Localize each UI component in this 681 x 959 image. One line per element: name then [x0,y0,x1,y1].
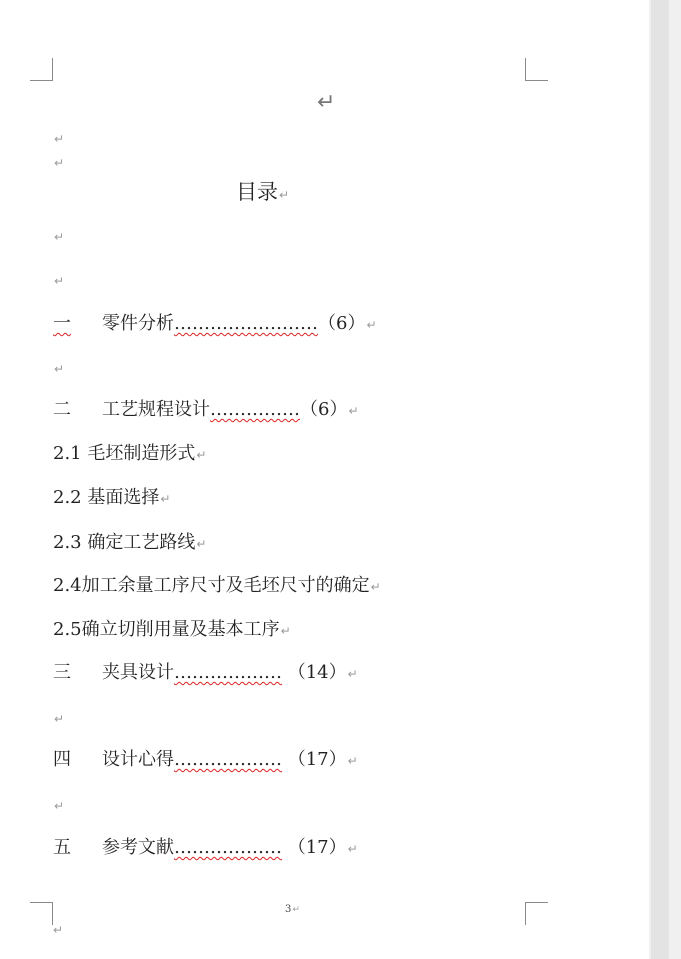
toc-title[interactable]: 目录↵ [236,180,290,204]
toc-entry-text: 零件分析 [102,313,174,334]
toc-page: （17） [282,749,347,770]
toc-page: （14） [282,662,347,683]
empty-paragraph[interactable]: ↵ [54,156,65,170]
toc-entry-text: 工艺规程设计 [102,399,210,420]
toc-dots: ……………… [174,662,282,683]
toc-dots: …………………… [174,313,318,334]
toc-subentry[interactable]: 2.3 确定工艺路线↵ [53,532,207,553]
toc-entry[interactable]: 二 工艺规程设计……………（6）↵ [53,399,359,420]
toc-entry[interactable]: 四 设计心得……………… （17）↵ [53,749,358,770]
margin-corner-top-left [30,58,53,81]
toc-entry[interactable]: 五 参考文献……………… （17）↵ [53,837,358,858]
toc-entry[interactable]: 一 零件分析……………………（6）↵ [53,313,377,334]
paragraph-mark[interactable]: ↵ [317,90,336,115]
empty-paragraph[interactable]: ↵ [54,712,65,726]
toc-subentry[interactable]: 2.5确立切削用量及基本工序↵ [53,619,291,640]
page-number: 3↵ [285,904,300,915]
toc-dots: ……………… [174,837,282,858]
margin-corner-top-right [525,58,548,81]
toc-dots: …………… [210,399,300,420]
empty-paragraph[interactable]: ↵ [54,274,65,288]
empty-paragraph[interactable]: ↵ [54,132,65,146]
toc-entry-text: 设计心得 [102,749,174,770]
margin-corner-bottom-left [30,902,53,925]
toc-subentry[interactable]: 2.1 毛坯制造形式↵ [53,443,207,464]
toc-subentry[interactable]: 2.2 基面选择↵ [53,487,171,508]
toc-subentry[interactable]: 2.4加工余量工序尺寸及毛坯尺寸的确定↵ [53,575,381,596]
empty-paragraph[interactable]: ↵ [54,799,65,813]
toc-page: （6） [318,313,366,334]
toc-entry-text: 夹具设计 [102,662,174,683]
empty-paragraph[interactable]: ↵ [54,230,65,244]
margin-corner-bottom-right [525,902,548,925]
scrollbar-thumb[interactable] [651,0,669,959]
toc-page: （17） [282,837,347,858]
toc-entry[interactable]: 三 夹具设计……………… （14）↵ [53,662,358,683]
empty-paragraph[interactable]: ↵ [54,362,65,376]
toc-entry-text: 参考文献 [102,837,174,858]
toc-page: （6） [300,399,348,420]
toc-dots: ……………… [174,749,282,770]
empty-paragraph[interactable]: ↵ [53,923,64,937]
